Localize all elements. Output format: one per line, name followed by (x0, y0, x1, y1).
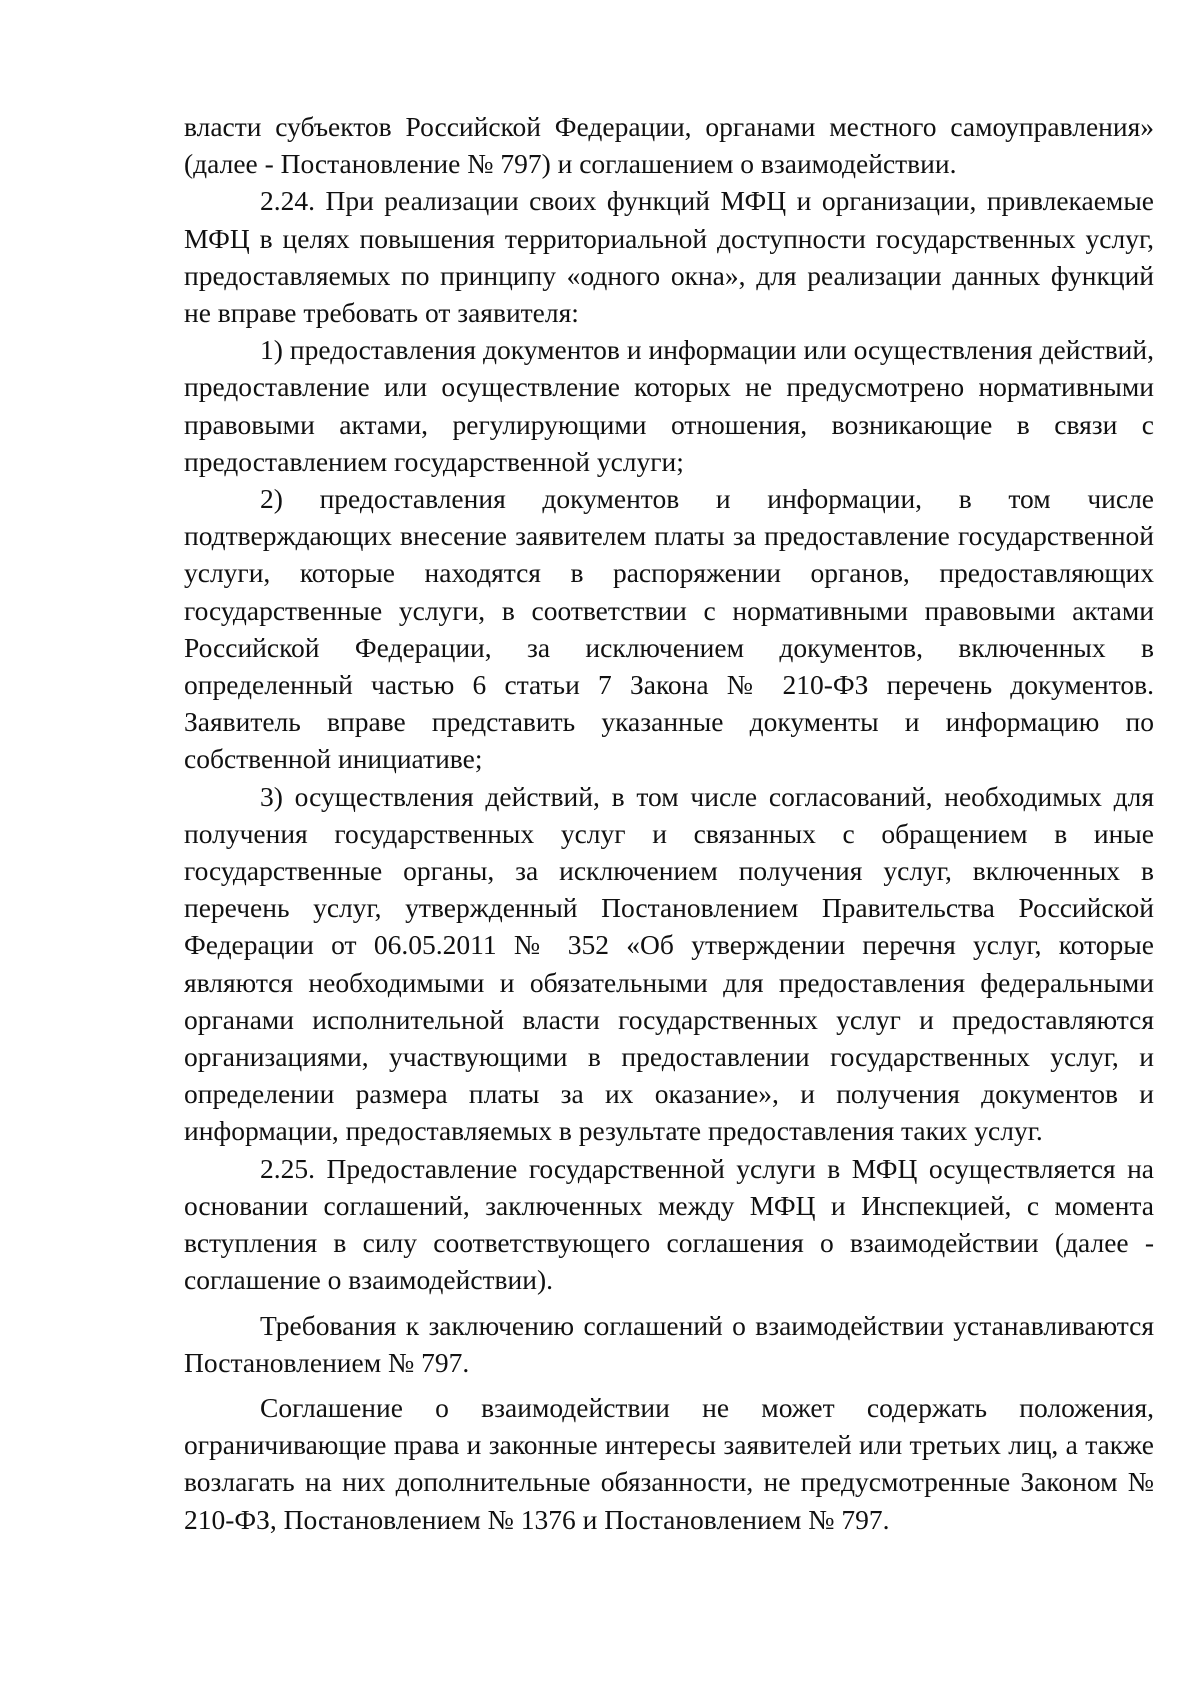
list-item-2: 2) предоставления документов и информации, в том числе подтверждающих внесение заявителем платы за предоставление государственной услуги, которые находятся в распоряжении органов, предоставляющих государственные услуги, в соответствии с нормативными правовыми актами Российской Федерации, за исключением документов, включенных в определенный частью 6 статьи 7 Закона № 210-ФЗ перечень документов. Заявитель вправе представить указанные документы и информацию по собственной инициативе; (184, 483, 1154, 775)
list-item-3: 3) осуществления действий, в том числе согласований, необходимых для получения государственных услуг и связанных с обращением в иные государственные органы, за исключением получения услуг, включенных в перечень услуг, утвержденный Постановлением Правительства Российской Федерации от 06.05.2011 № 352 «Об утверждении перечня услуг, которые являются необходимыми и обязательными для предоставления федеральными органами исполнительной власти государственных услуг и предоставляются организациями, участвующими в предоставлении государственных услуг, и определении размера платы за их оказание», и получения документов и информации, предоставляемых в результате предоставления таких услуг. (184, 780, 1154, 1147)
paragraph-continuation: власти субъектов Российской Федерации, органами местного самоуправления» (далее - Постановление № 797) и соглашением о взаимодействии. (184, 111, 1154, 180)
paragraph-requirements: Требования к заключению соглашений о взаимодействии устанавливаются Постановлением № 797. (184, 1309, 1154, 1378)
paragraph-2-25: 2.25. Предоставление государственной услуги в МФЦ осуществляется на основании соглашений, заключенных между МФЦ и Инспекцией, с момента вступления в силу соответствующего соглашения о взаимодействии (далее - соглашение о взаимодействии). (184, 1152, 1154, 1296)
paragraph-2-24: 2.24. При реализации своих функций МФЦ и организации, привлекаемые МФЦ в целях повышения территориальной доступности государственных услуг, предоставляемых по принципу «одного окна», для реализации данных функций не вправе требовать от заявителя: (184, 185, 1154, 329)
list-item-1: 1) предоставления документов и информации или осуществления действий, предоставление или осуществление которых не предусмотрено нормативными правовыми актами, регулирующими отношения, возникающие в связи с предоставлением государственной услуги; (184, 334, 1154, 477)
paragraph-agreement: Соглашение о взаимодействии не может содержать положения, ограничивающие права и законные интересы заявителей или третьих лиц, а также возлагать на них дополнительные обязанности, не предусмотренные Законом № 210-ФЗ, Постановлением № 1376 и Постановлением № 797. (184, 1391, 1154, 1535)
document-body (184, 108, 1154, 1538)
